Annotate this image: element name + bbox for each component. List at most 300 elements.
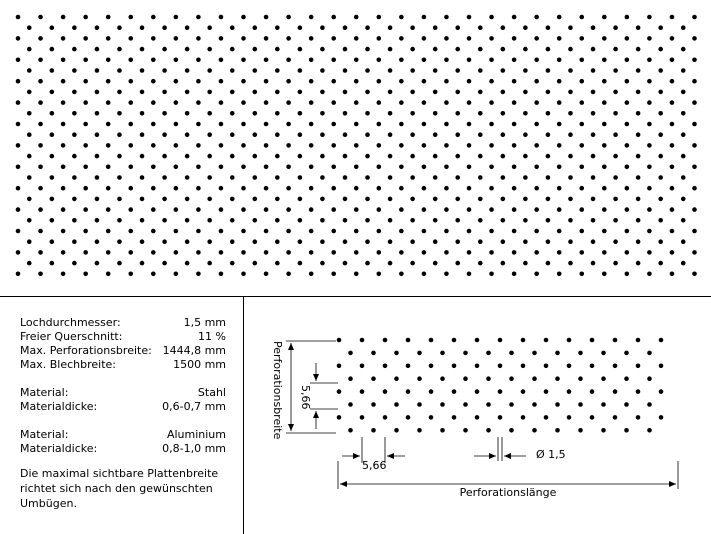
perforation-hole	[647, 351, 652, 356]
perforation-hole	[241, 272, 246, 277]
perforation-hole	[534, 122, 539, 127]
perforation-hole	[579, 58, 584, 63]
perforation-hole	[230, 197, 235, 202]
perforation-hole	[286, 143, 291, 148]
perforation-hole	[162, 25, 167, 30]
perforation-hole	[591, 175, 596, 180]
perforation-hole	[61, 58, 66, 63]
perforation-hole	[128, 122, 133, 127]
perforation-hole	[455, 132, 460, 137]
perforation-hole	[557, 100, 562, 105]
perforation-hole	[568, 132, 573, 137]
perforation-hole	[16, 165, 21, 170]
perforation-hole	[475, 364, 480, 369]
perforation-hole	[591, 25, 596, 30]
perforation-hole	[433, 47, 438, 52]
perforation-hole	[452, 338, 457, 343]
perforation-hole	[298, 111, 303, 116]
perforation-hole	[579, 79, 584, 84]
perforation-hole	[95, 25, 100, 30]
perforation-hole	[162, 68, 167, 73]
perforation-hole	[532, 428, 537, 433]
perforation-hole	[50, 111, 55, 116]
perforation-hole	[252, 25, 257, 30]
perforation-hole	[636, 132, 641, 137]
perforation-hole	[331, 143, 336, 148]
perforation-hole	[27, 154, 32, 159]
perforation-hole	[320, 47, 325, 52]
perforation-hole	[489, 79, 494, 84]
perforation-hole	[72, 68, 77, 73]
spec-label: Materialdicke:	[20, 400, 98, 413]
perforation-hole	[578, 428, 583, 433]
perforation-hole	[50, 25, 55, 30]
perforation-hole	[38, 207, 43, 212]
perforation-hole	[331, 58, 336, 63]
perforation-hole	[128, 58, 133, 63]
perforation-hole	[185, 111, 190, 116]
perforation-hole	[38, 186, 43, 191]
perforation-hole	[320, 111, 325, 116]
perforation-hole	[16, 15, 21, 20]
perforation-hole	[521, 338, 526, 343]
perforation-hole	[50, 68, 55, 73]
perforation-hole	[399, 15, 404, 20]
perforation-hole	[568, 90, 573, 95]
perforation-hole	[625, 36, 630, 41]
spec-row-max-sheet-width	[20, 358, 226, 372]
perforation-hole	[478, 261, 483, 266]
perforation-hole	[658, 175, 663, 180]
perforation-hole	[659, 415, 664, 420]
perforation-hole	[337, 389, 342, 394]
perforation-hole	[83, 186, 88, 191]
perforation-hole	[50, 218, 55, 223]
perforation-hole	[264, 272, 269, 277]
perforation-hole	[602, 207, 607, 212]
perforation-hole	[658, 68, 663, 73]
perforation-hole	[219, 100, 224, 105]
spec-value: 1444,8 mm	[162, 344, 226, 357]
perforation-hole	[523, 175, 528, 180]
perforation-hole	[568, 175, 573, 180]
perforation-hole	[534, 79, 539, 84]
perforation-hole	[275, 47, 280, 52]
perforation-hole	[636, 239, 641, 244]
perforation-hole	[230, 132, 235, 137]
perforation-hole	[406, 338, 411, 343]
perforation-hole	[399, 186, 404, 191]
perforation-hole	[219, 272, 224, 277]
perforation-hole	[377, 186, 382, 191]
perforation-hole	[365, 90, 370, 95]
perforation-hole	[602, 250, 607, 255]
perforation-hole	[275, 68, 280, 73]
perforation-hole	[568, 239, 573, 244]
perforation-hole	[523, 90, 528, 95]
perforation-hole	[625, 79, 630, 84]
perforation-hole	[444, 250, 449, 255]
perforation-hole	[365, 239, 370, 244]
perforation-hole	[377, 207, 382, 212]
perforation-hole	[83, 15, 88, 20]
perforation-hole	[578, 402, 583, 407]
perforation-hole	[478, 218, 483, 223]
perforation-hole	[478, 239, 483, 244]
perforation-hole	[162, 111, 167, 116]
perforation-hole	[579, 165, 584, 170]
perforation-hole	[298, 261, 303, 266]
perforation-hole	[83, 79, 88, 84]
perforation-hole	[61, 15, 66, 20]
perforation-hole	[613, 389, 618, 394]
perforation-hole	[523, 218, 528, 223]
perforation-hole	[331, 229, 336, 234]
perforation-hole	[613, 197, 618, 202]
perforation-hole	[512, 165, 517, 170]
perforation-hole	[286, 207, 291, 212]
perforation-hole	[399, 36, 404, 41]
perforation-hole	[636, 68, 641, 73]
perforation-hole	[388, 175, 393, 180]
perforation-hole	[670, 207, 675, 212]
perforation-hole	[264, 36, 269, 41]
perforation-hole	[140, 218, 145, 223]
perforation-hole	[140, 197, 145, 202]
perforation-hole	[658, 154, 663, 159]
label-hole-diameter: Ø 1,5	[536, 448, 566, 461]
perforation-hole	[501, 132, 506, 137]
perforation-hole	[444, 229, 449, 234]
perforation-hole	[591, 47, 596, 52]
perforation-hole	[590, 415, 595, 420]
perforation-hole	[371, 428, 376, 433]
perforation-hole	[16, 58, 21, 63]
perforation-hole	[670, 229, 675, 234]
perforation-hole	[72, 132, 77, 137]
perforation-hole	[489, 36, 494, 41]
perforation-hole	[647, 376, 652, 381]
perforation-hole	[241, 186, 246, 191]
perforation-hole	[309, 250, 314, 255]
perforation-hole	[354, 143, 359, 148]
perforation-hole	[636, 197, 641, 202]
perforation-hole	[151, 79, 156, 84]
perforation-hole	[440, 402, 445, 407]
perforation-hole	[399, 100, 404, 105]
perforation-hole	[106, 100, 111, 105]
perforation-hole	[309, 186, 314, 191]
perforation-hole	[523, 25, 528, 30]
perforation-hole	[230, 111, 235, 116]
perforation-hole	[343, 154, 348, 159]
perforation-hole	[95, 175, 100, 180]
perforation-hole	[128, 165, 133, 170]
perforation-hole	[557, 143, 562, 148]
perforation-hole	[523, 154, 528, 159]
perforation-hole	[467, 143, 472, 148]
spec-value: Stahl	[197, 386, 226, 399]
perforation-hole	[337, 364, 342, 369]
perforation-hole	[602, 186, 607, 191]
perforation-hole	[207, 90, 212, 95]
perforation-hole	[185, 68, 190, 73]
perforation-hole	[433, 261, 438, 266]
perforation-hole	[555, 351, 560, 356]
perforation-hole	[207, 47, 212, 52]
perforation-hole	[50, 47, 55, 52]
perforation-hole	[72, 154, 77, 159]
perforation-hole	[613, 25, 618, 30]
perforation-hole	[444, 165, 449, 170]
perforation-hole	[523, 261, 528, 266]
perforation-hole	[50, 239, 55, 244]
perforation-hole	[61, 229, 66, 234]
perforation-hole	[602, 36, 607, 41]
perforation-hole	[309, 58, 314, 63]
perforation-hole	[264, 250, 269, 255]
perforation-hole	[286, 100, 291, 105]
spec-row-material-steel	[20, 386, 226, 400]
perforation-hole	[394, 376, 399, 381]
perforation-hole	[455, 90, 460, 95]
perforation-hole	[354, 100, 359, 105]
perforation-hole	[128, 207, 133, 212]
perforation-hole	[512, 58, 517, 63]
perforation-hole	[422, 143, 427, 148]
perforation-hole	[241, 79, 246, 84]
perforation-hole	[61, 207, 66, 212]
perforation-hole	[478, 111, 483, 116]
spec-row-thickness-steel	[20, 400, 226, 414]
perforation-hole	[501, 154, 506, 159]
perforation-hole	[463, 376, 468, 381]
perforation-hole	[433, 175, 438, 180]
perforation-hole	[647, 165, 652, 170]
perforation-hole	[241, 165, 246, 170]
perforation-hole	[230, 261, 235, 266]
spec-label: Material:	[20, 428, 69, 441]
perforation-hole	[343, 218, 348, 223]
perforation-hole	[377, 79, 382, 84]
perforation-hole	[61, 272, 66, 277]
perforation-hole	[388, 239, 393, 244]
spec-label: Max. Perforationsbreite:	[20, 344, 152, 357]
perforation-hole	[365, 175, 370, 180]
perforation-hole	[196, 36, 201, 41]
perforation-hole	[38, 165, 43, 170]
perforation-hole	[422, 207, 427, 212]
perforation-hole	[410, 218, 415, 223]
perforation-hole	[219, 122, 224, 127]
perforation-hole	[523, 197, 528, 202]
perforation-hole	[501, 47, 506, 52]
perforation-hole	[613, 415, 618, 420]
perforation-hole	[546, 175, 551, 180]
spec-value: 11 %	[198, 330, 226, 343]
perforation-hole	[275, 239, 280, 244]
perforation-hole	[162, 47, 167, 52]
perforation-hole	[670, 79, 675, 84]
perforation-hole	[140, 111, 145, 116]
perforation-hole	[196, 79, 201, 84]
perforation-hole	[196, 250, 201, 255]
perforation-hole	[475, 338, 480, 343]
perforation-hole	[174, 100, 179, 105]
perforation-hole	[692, 165, 697, 170]
perforation-hole	[83, 122, 88, 127]
perforation-hole	[681, 197, 686, 202]
perforation-hole	[544, 364, 549, 369]
perforation-hole	[394, 351, 399, 356]
perforation-hole	[590, 389, 595, 394]
perforation-hole	[174, 207, 179, 212]
perforation-hole	[433, 90, 438, 95]
perforation-hole	[83, 229, 88, 234]
perforation-hole	[331, 165, 336, 170]
perforation-hole	[151, 186, 156, 191]
perforation-hole	[567, 338, 572, 343]
perforation-hole	[219, 207, 224, 212]
spacer	[20, 414, 226, 428]
perforation-hole	[275, 154, 280, 159]
perforation-hole	[348, 428, 353, 433]
perforation-hole	[371, 351, 376, 356]
spec-row-open-area	[20, 330, 226, 344]
perforation-hole	[512, 15, 517, 20]
perforation-hole	[681, 25, 686, 30]
perforation-hole	[422, 186, 427, 191]
perforation-hole	[489, 229, 494, 234]
perforation-hole	[636, 364, 641, 369]
spec-panel	[20, 316, 226, 511]
perforation-hole	[659, 338, 664, 343]
perforation-hole	[602, 165, 607, 170]
perforation-hole	[489, 250, 494, 255]
perforation-hole	[16, 186, 21, 191]
perforation-hole	[486, 351, 491, 356]
perforation-hole	[162, 132, 167, 137]
perforation-hole	[444, 272, 449, 277]
perforation-hole	[365, 132, 370, 137]
perforation-hole	[61, 122, 66, 127]
perforation-hole	[151, 165, 156, 170]
perforation-hole	[377, 15, 382, 20]
perforation-hole	[625, 165, 630, 170]
perforation-hole	[298, 25, 303, 30]
perforation-hole	[512, 143, 517, 148]
perforation-hole	[38, 58, 43, 63]
spec-note: Die maximal sichtbare Plattenbreite richtet sich nach den gewünschten Umbügen.	[20, 467, 219, 510]
perforation-hole	[298, 197, 303, 202]
perforation-hole	[106, 143, 111, 148]
perforation-hole	[207, 154, 212, 159]
perforation-hole	[72, 111, 77, 116]
perforation-hole	[670, 122, 675, 127]
perforation-hole	[440, 428, 445, 433]
perforation-hole	[534, 207, 539, 212]
perforation-hole	[579, 272, 584, 277]
perforation-hole	[27, 261, 32, 266]
perforation-hole	[140, 239, 145, 244]
perforation-hole	[388, 132, 393, 137]
perforation-hole	[647, 229, 652, 234]
perforation-hole	[275, 25, 280, 30]
perforation-hole	[365, 218, 370, 223]
perforation-hole	[106, 186, 111, 191]
perforation-hole	[117, 175, 122, 180]
perforation-hole	[383, 415, 388, 420]
perforation-hole	[354, 207, 359, 212]
perforation-hole	[444, 186, 449, 191]
perforation-hole	[151, 250, 156, 255]
perforation-hole	[309, 36, 314, 41]
perforation-hole	[365, 261, 370, 266]
perforation-hole	[360, 364, 365, 369]
perforation-hole	[309, 272, 314, 277]
perforation-hole	[371, 402, 376, 407]
perforation-hole	[320, 261, 325, 266]
perforation-hole	[692, 58, 697, 63]
perforation-hole	[422, 272, 427, 277]
perforation-hole	[275, 218, 280, 223]
perforation-hole	[532, 351, 537, 356]
perforation-hole	[501, 68, 506, 73]
perforation-hole	[230, 90, 235, 95]
perforation-hole	[72, 197, 77, 202]
perforation-hole	[309, 143, 314, 148]
perforation-hole	[241, 143, 246, 148]
perforation-hole	[625, 207, 630, 212]
perforation-hole	[264, 165, 269, 170]
perforation-hole	[252, 197, 257, 202]
label-pitch-vertical: 5,66	[299, 385, 312, 410]
perforation-hole	[61, 186, 66, 191]
perforation-hole	[72, 218, 77, 223]
perforation-hole	[383, 338, 388, 343]
perforation-hole	[128, 100, 133, 105]
perforation-hole	[591, 154, 596, 159]
perforation-hole	[286, 250, 291, 255]
perforation-hole	[61, 79, 66, 84]
perforation-hole	[83, 58, 88, 63]
perforation-hole	[613, 47, 618, 52]
perforation-hole	[467, 100, 472, 105]
perforation-hole	[433, 111, 438, 116]
perforation-hole	[140, 132, 145, 137]
perforation-hole	[331, 186, 336, 191]
perforation-hole	[429, 338, 434, 343]
perforation-hole	[207, 261, 212, 266]
perforation-hole	[406, 389, 411, 394]
spec-value: Aluminium	[166, 428, 226, 441]
perforation-hole	[309, 15, 314, 20]
perforation-hole	[275, 175, 280, 180]
perforation-hole	[532, 376, 537, 381]
perforation-hole	[95, 47, 100, 52]
perforation-hole	[61, 143, 66, 148]
perforation-hole	[422, 36, 427, 41]
perforation-hole	[207, 239, 212, 244]
perforation-hole	[207, 111, 212, 116]
perforation-hole	[27, 175, 32, 180]
perforation-hole	[455, 239, 460, 244]
perforation-hole	[692, 36, 697, 41]
perforation-hole	[331, 272, 336, 277]
perforation-hole	[523, 68, 528, 73]
perforation-hole	[399, 207, 404, 212]
perforation-hole	[498, 364, 503, 369]
